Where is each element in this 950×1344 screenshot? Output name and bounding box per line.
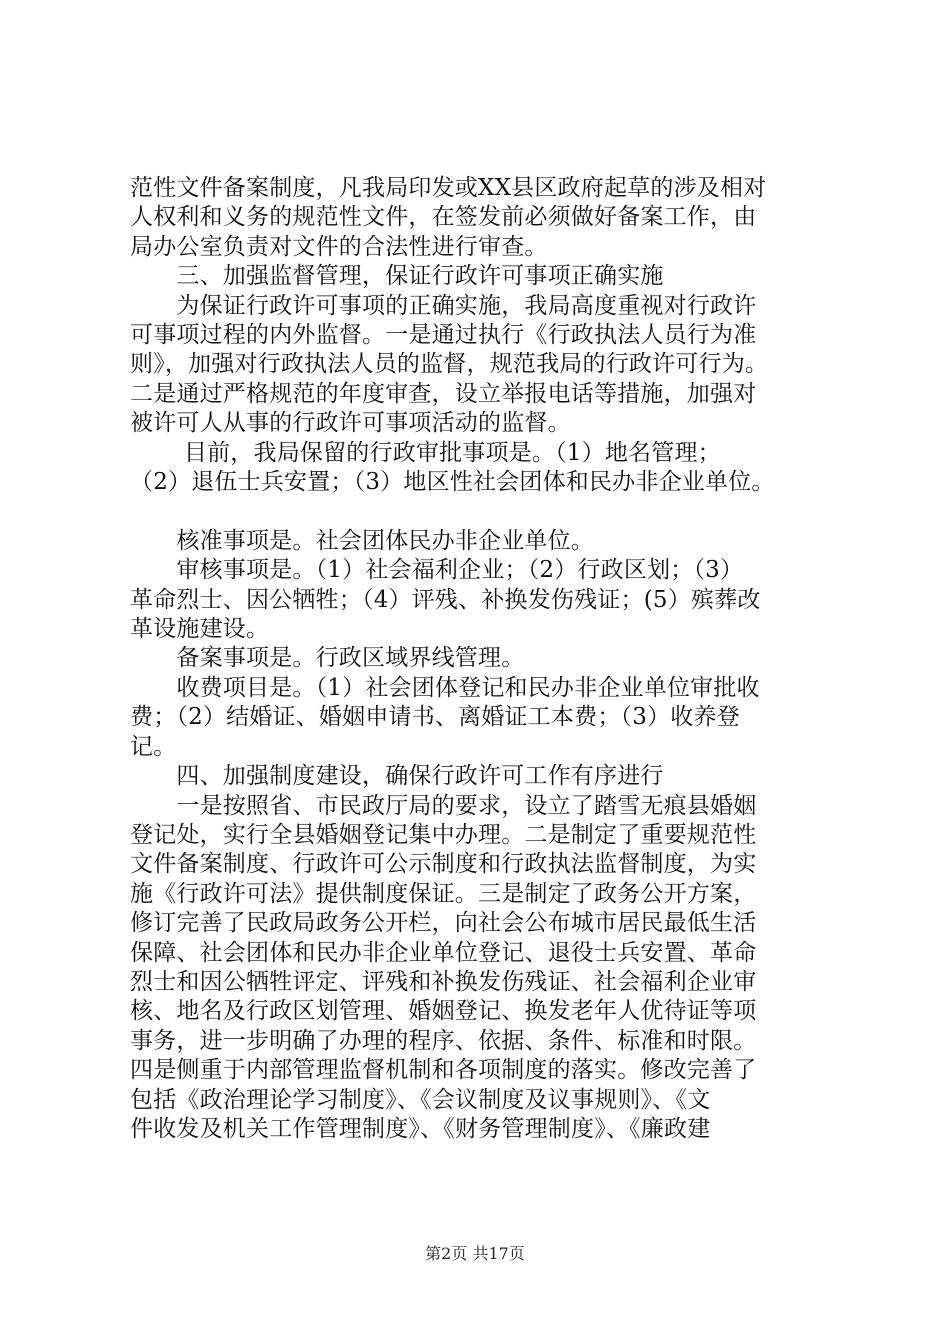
text-line: 收费项目是。（1）社会团体登记和民办非企业单位审批收: [130, 674, 760, 701]
text-line: 事务，进一步明确了办理的程序、依据、条件、标准和时限。: [130, 1027, 757, 1054]
text-line: 核准事项是。社会团体民办非企业单位。: [130, 527, 594, 554]
text-line: 四是侧重于内部管理监督机制和各项制度的落实。修改完善了: [130, 1057, 757, 1084]
text-line: 核、地名及行政区划管理、婚姻登记、换发老年人优待证等项: [130, 998, 757, 1025]
text-line: 文件备案制度、行政许可公示制度和行政执法监督制度，为实: [130, 851, 757, 878]
section-heading: 三、加强监督管理，保证行政许可事项正确实施: [130, 263, 664, 290]
text-line: 烈士和因公牺牲评定、评残和补换发伤残证、社会福利企业审: [130, 968, 757, 995]
text-line: 包括《政治理论学习制度》、《会议制度及议事规则》、《文: [130, 1086, 711, 1113]
text-line: 记。: [130, 733, 177, 760]
text-line: 件收发及机关工作管理制度》、《财务管理制度》、《廉政建: [130, 1115, 711, 1142]
text-line: （2）退伍士兵安置；（3）地区性社会团体和民办非企业单位。: [130, 469, 775, 496]
text-line: 为保证行政许可事项的正确实施，我局高度重视对行政许: [130, 292, 757, 319]
text-line: 人权利和义务的规范性文件，在签发前必须做好备案工作，由: [130, 204, 757, 231]
text-line: 范性文件备案制度，凡我局印发或XX县区政府起草的涉及相对: [130, 175, 767, 201]
text-line: 革设施建设。: [130, 616, 270, 643]
text-line: 费；（2）结婚证、婚姻申请书、离婚证工本费；（3）收养登: [130, 704, 740, 731]
section-heading: 四、加强制度建设，确保行政许可工作有序进行: [130, 763, 664, 790]
text-line: 保障、社会团体和民办非企业单位登记、退役士兵安置、革命: [130, 939, 757, 966]
page-number-footer: 第2页 共17页: [425, 1244, 525, 1263]
text-line: 目前，我局保留的行政审批事项是。（1）地名管理；: [130, 439, 721, 466]
text-line: 修订完善了民政局政务公开栏，向社会公布城市居民最低生活: [130, 910, 757, 937]
text-line: 审核事项是。（1）社会福利企业；（2）行政区划；（3）: [130, 557, 744, 584]
document-body: [130, 174, 850, 1144]
text-line: 二是通过严格规范的年度审查，设立举报电话等措施，加强对: [130, 380, 757, 407]
blank-line: [130, 497, 850, 526]
text-line: 革命烈士、因公牺牲；（4）评残、补换发伤残证；(5）殡葬改: [130, 586, 761, 613]
text-line: 备案事项是。行政区域界线管理。: [130, 645, 525, 672]
text-line: 施《行政许可法》提供制度保证。三是制定了政务公开方案，: [130, 880, 757, 907]
text-line: 则》，加强对行政执法人员的监督，规范我局的行政许可行为。: [130, 351, 769, 378]
text-line: 被许可人从事的行政许可事项活动的监督。: [130, 410, 571, 437]
text-line: 登记处，实行全县婚姻登记集中办理。二是制定了重要规范性: [130, 821, 757, 848]
text-line: 局办公室负责对文件的合法性进行审查。: [130, 233, 548, 260]
text-line: 可事项过程的内外监督。一是通过执行《行政执法人员行为准: [130, 322, 757, 349]
text-line: 一是按照省、市民政厅局的要求，设立了踏雪无痕县婚姻: [130, 792, 757, 819]
